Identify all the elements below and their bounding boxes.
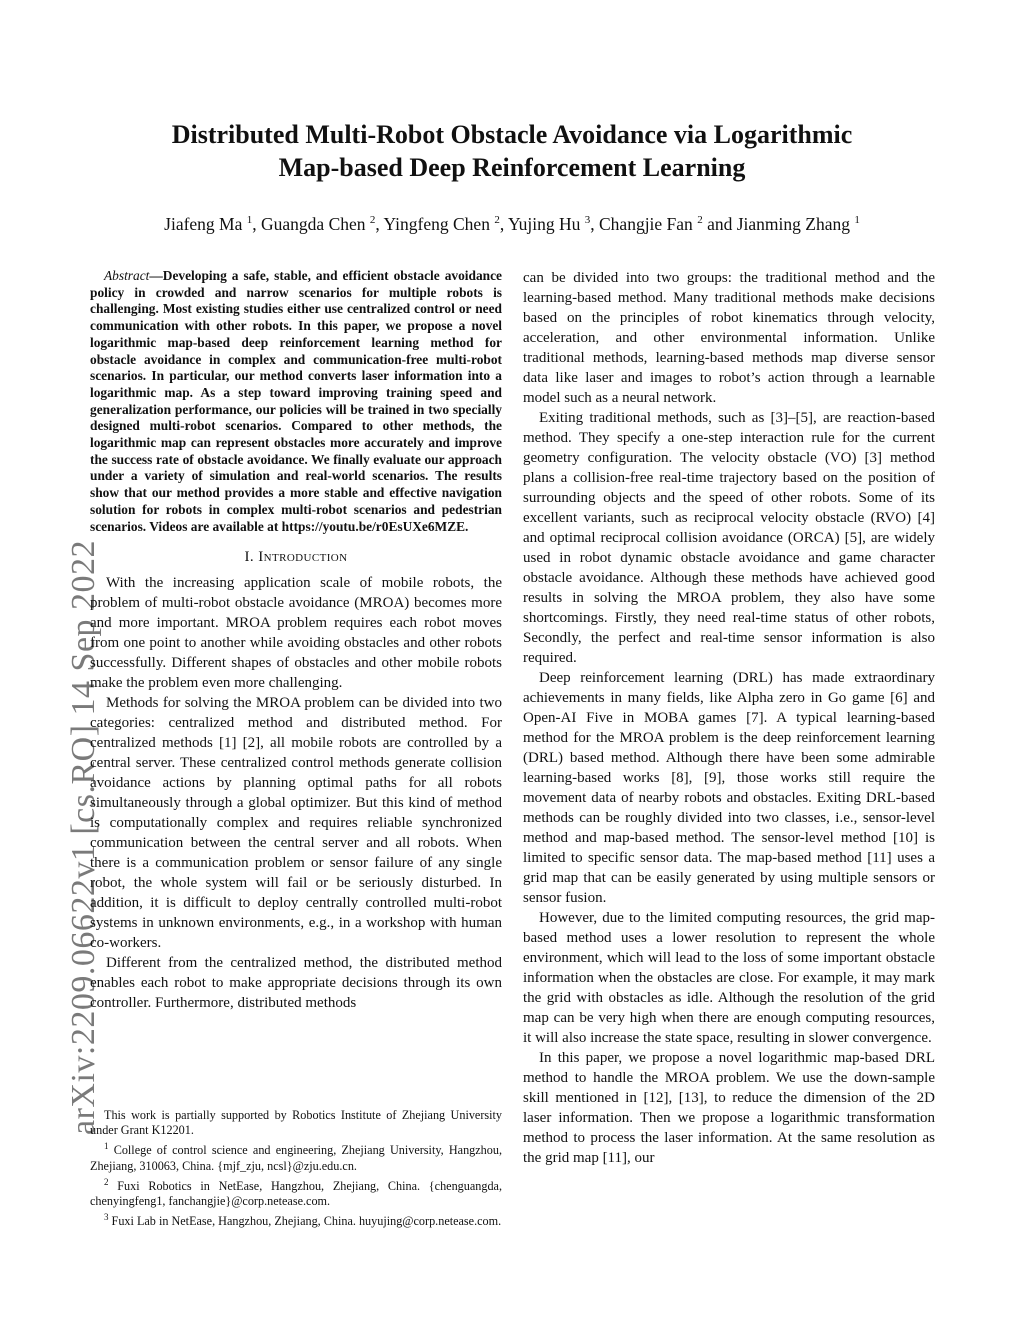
author: Jianming Zhang $^1$ xyxy=(736,213,860,234)
body-paragraph: can be divided into two groups: the traditional method and the learning-based method. Many traditional methods make decisions based on the principles of robot kinematics through velocity, acceleration, and other environmental information. Unlike traditional methods, learning-based methods map diverse sensor data like laser and images to robot’s action through a learnable model such as a neural network. xyxy=(523,270,935,406)
title-line-1: Distributed Multi-Robot Obstacle Avoidance via Logarithmic xyxy=(171,120,853,149)
abstract: Abstract—Developing a safe, stable, and efficient obstacle avoidance policy in crowded and narrow scenarios for multiple robots is challenging. Most existing studies either use centralized control or need communication with other robots. In this paper, we propose a novel logarithmic map-based deep reinforcement learning method for obstacle avoidance in complex and communication-free multi-robot scenarios. In particular, our method converts laser information into a logarithmic map. As a step toward improving training speed and generalization performance, our policies will be trained in two specially designed multi-robot scenarios. Compared to other methods, the logarithmic map can represent obstacles more accurately and improve the success rate of obstacle avoidance. We finally evaluate our approach under a variety of simulation and real-world scenarios. The results show that our method provides a more stable and effective navigation solution for robots in complex multi-robot scenarios and pedestrian scenarios. Videos are available at https://youtu.be/r0EsUXe6MZE. xyxy=(90,268,502,534)
left-column xyxy=(90,268,502,1013)
title-line-2: Map-based Deep Reinforcement Learning xyxy=(278,153,746,182)
paper-title xyxy=(90,118,934,184)
body-paragraph: However, due to the limited computing resources, the grid map-based method uses a lower resolution to represent the whole environment, which will lead to the loss of some important obstacle information when the obstacles are close. For example, it may mark the grid with obstacles as idle. Although the resolution of the grid map can be very high when there are enough computing resources, it will also increase the state space, resulting in slower convergence. xyxy=(523,910,935,1046)
author: Jiafeng Ma $^1$, xyxy=(164,213,262,234)
right-column xyxy=(523,268,935,1168)
footnote: This work is partially supported by Robotics Institute of Zhejiang University under Grant K12201. xyxy=(90,1108,502,1138)
author-list xyxy=(70,208,954,236)
body-paragraph: Exiting traditional methods, such as [3]–[5], are reaction-based method. They specify a one-step interaction rule for the current geometry configuration. The velocity obstacle (VO) [3] method plans a collision-free real-time trajectory based on the position of surrounding objects and the speed of other robots. Some of its excellent variants, such as reciprocal velocity obstacle (RVO) [4] and optimal reciprocal collision avoidance (ORCA) [5], are widely used in robot dynamic obstacle avoidance and game character obstacle avoidance. Although these methods have achieved good results in solving the MROA problem, they also have some shortcomings. Firstly, they need real-time status of other robots, Secondly, the perfect and real-time sensor information is also required. xyxy=(523,410,935,666)
body-paragraph: In this paper, we propose a novel logarithmic map-based DRL method to handle the MROA problem. We use the down-sample skill mentioned in [12], [13], to reduce the dimension of the 2D laser information. Then we propose a logarithmic transformation method to process the laser information. At the same resolution as the grid map [11], our xyxy=(523,1050,935,1166)
footnote: $^3$ Fuxi Lab in NetEase, Hangzhou, Zhejiang, China. huyujing@corp.netease.com. xyxy=(104,1212,502,1229)
body-paragraph: Different from the centralized method, the distributed method enables each robot to make appropriate decisions through its own controller. Furthermore, distributed methods xyxy=(90,955,502,1012)
author: Yujing Hu $^3$, xyxy=(507,213,599,234)
footnote: $^2$ Fuxi Robotics in NetEase, Hangzhou, Zhejiang, China. {chenguangda, chenyingfeng1, fanchangjie}@corp.netease.com. xyxy=(90,1176,502,1209)
arxiv-identifier-stamp: arXiv:2209.06622v1 [cs.RO] 14 Sep 2022 xyxy=(65,539,102,1135)
author: Guangda Chen $^2$, xyxy=(261,213,384,234)
body-paragraph: Deep reinforcement learning (DRL) has made extraordinary achievements in many fields, like Alpha zero in Go game [6] and Open-AI Five in MOBA games [7]. A typical learning-based method for the MROA problem is the deep reinforcement learning (DRL) based method. Although there have been some admirable learning-based works [8], [9], those works still require the movement data of nearby robots and obstacles. Exiting DRL-based methods can be roughly divided into two classes, i.e., sensor-level method and map-based method. The sensor-level method [10] is limited to specific sensor data. The map-based method [11] uses a grid map that can be easily generated by using multiple sensors or sensor fusion. xyxy=(523,670,935,906)
abstract-text: Developing a safe, stable, and efficient obstacle avoidance policy in crowded and narrow scenarios for multiple robots is challenging. Most existing studies either use centralized control or need communication with other robots. In this paper, we propose a novel logarithmic map-based deep reinforcement learning method for obstacle avoidance in complex and communication-free multi-robot scenarios. In particular, our method converts laser information into a logarithmic map. As a step toward improving training speed and generalization performance, our policies will be trained in two specially designed multi-robot scenarios. Compared to other methods, the logarithmic map can represent obstacles more accurately and improve the success rate of obstacle avoidance. We finally evaluate our approach under a variety of simulation and real-world scenarios. The results show that our method provides a more stable and effective navigation solution for robots in complex multi-robot scenarios and pedestrian scenarios. Videos are available at https://youtu.be/r0EsUXe6MZE. xyxy=(90,268,502,534)
footnotes xyxy=(90,1104,502,1231)
footnote: $^1$ College of control science and engineering, Zhejiang University, Hangzhou, Zhejiang, 310063, China. {mjf_zju, ncsl}@zju.edu.cn. xyxy=(90,1141,503,1173)
author: Changjie Fan $^2$ and xyxy=(599,213,737,234)
abstract-label: Abstract xyxy=(104,268,150,283)
author: Yingfeng Chen $^2$, xyxy=(383,213,508,234)
body-paragraph: Methods for solving the MROA problem can be divided into two categories: centralized method and distributed method. For centralized methods [1] [2], all mobile robots are controlled by a central server. These centralized control methods generate collision avoidance actions by planning optimal paths for all robots simultaneously through a global optimizer. But this kind of method is computationally complex and requires reliable synchronized communication between the central server and all robots. When there is a communication problem or sensor failure of any single robot, the whole system will fail or be seriously disturbed. In addition, it is difficult to deploy centrally controlled multi-robot systems in unknown environments, e.g., in a workshop with human co-workers. xyxy=(90,695,502,952)
section-heading-introduction: I. Introduction xyxy=(244,549,348,566)
body-paragraph: With the increasing application scale of mobile robots, the problem of multi-robot obstacle avoidance (MROA) becomes more and more important. MROA problem requires each robot moves from one point to another while avoiding obstacles and other robots successfully. Different shapes of obstacles and other mobile robots make the problem even more challenging. xyxy=(90,575,502,692)
